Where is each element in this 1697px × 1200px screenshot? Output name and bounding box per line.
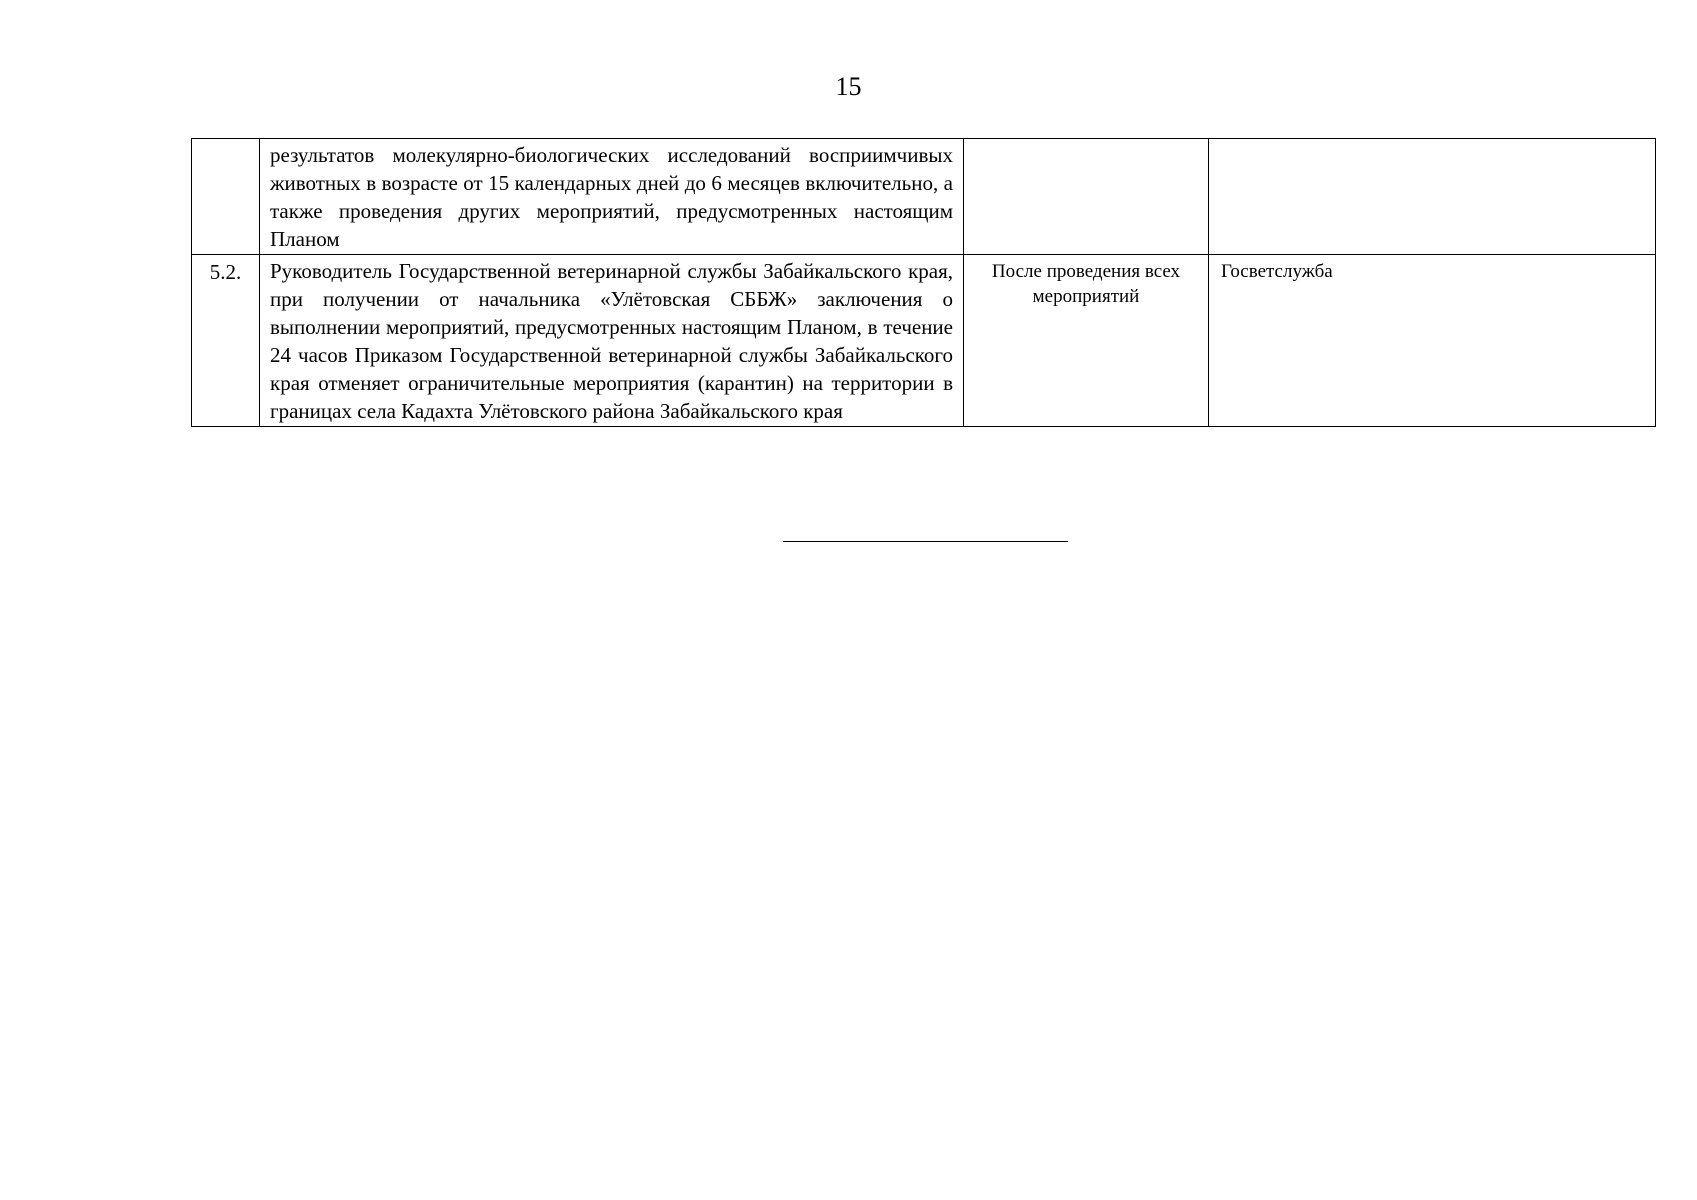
measure-text-cell: результатов молекулярно-биологических исследований восприимчивых животных в возрасте от 15 календарных дней до 6 месяцев включительно, а также проведения других мероприятий, предусмотренных настоящим Планом (260, 139, 964, 255)
item-number-cell (192, 139, 260, 255)
closing-rule-line (783, 541, 1068, 542)
term-cell (964, 139, 1209, 255)
page-number: 15 (835, 72, 862, 101)
measure-text-cell: Руководитель Государственной ветеринарной службы Забайкальского края, при получении от начальника «Улётовская СББЖ» заключения о выполнении мероприятий, предусмотренных настоящим Планом, в течение 24 часов Приказом Государственной ветеринарной службы Забайкальского края отменяет ограничительные мероприятия (карантин) на территории в границах села Кадахта Улётовского района Забайкальского края (260, 255, 964, 427)
plan-table (191, 138, 1656, 427)
item-number-cell: 5.2. (192, 255, 260, 427)
term-cell: После проведения всех мероприятий (964, 255, 1209, 427)
table-row (192, 139, 1656, 255)
responsible-cell: Госветслужба (1209, 255, 1656, 427)
responsible-cell (1209, 139, 1656, 255)
table-row (192, 255, 1656, 427)
